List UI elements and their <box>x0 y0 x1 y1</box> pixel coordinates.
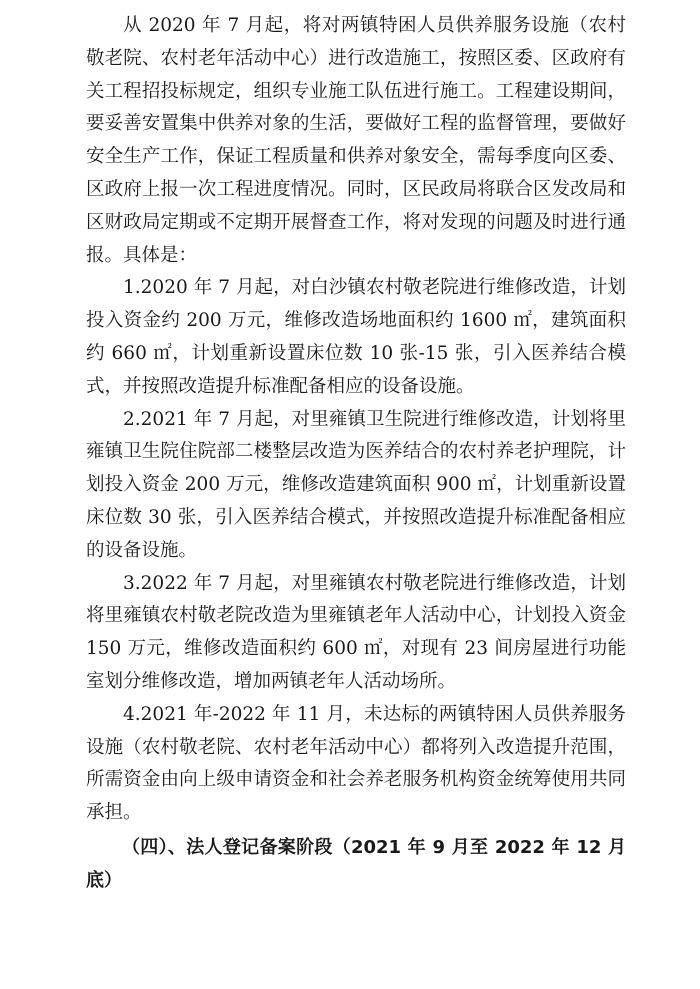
item-4-paragraph: 4.2021 年-2022 年 11 月，未达标的两镇特困人员供养服务设施（农村敬老院、农村老年活动中心）都将列入改造提升范围，所需资金由向上级申请资金和社会养老服务机构资金统筹使用共同承担。 <box>86 703 626 824</box>
intro-paragraph: 从 2020 年 7 月起，将对两镇特困人员供养服务设施（农村敬老院、农村老年活动中心）进行改造施工，按照区委、区政府有关工程招投标规定，组织专业施工队伍进行施工。工程建设期间，要妥善安置集中供养对象的生活，要做好工程的监督管理，要做好安全生产工作，保证工程质量和供养对象安全，需每季度向区委、区政府上报一次工程进度情况。同时，区民政局将联合区发改局和区财政局定期或不定期开展督查工作，将对发现的问题及时进行通报。具体是： <box>86 15 626 266</box>
item-3-paragraph: 3.2022 年 7 月起，对里雍镇农村敬老院进行维修改造，计划将里雍镇农村敬老院改造为里雍镇老年人活动中心，计划投入资金 150 万元，维修改造面积约 600 ㎡，对现有 23 间房屋进行功能室划分维修改造，增加两镇老年人活动场所。 <box>86 572 626 692</box>
section-heading: （四）、法人登记备案阶段（2021 年 9 月至 2022 年 12 月底） <box>86 836 626 891</box>
item-2-paragraph: 2.2021 年 7 月起，对里雍镇卫生院进行维修改造，计划将里雍镇卫生院住院部二楼整层改造为医养结合的农村养老护理院，计划投入资金 200 万元，维修改造建筑面积 900 ㎡，计划重新设置床位数 30 张，引入医养结合模式，并按照改造提升标准配备相应的设备设施。 <box>86 408 626 561</box>
item-1-paragraph: 1.2020 年 7 月起，对白沙镇农村敬老院进行维修改造，计划投入资金约 200 万元，维修改造场地面积约 1600 ㎡，建筑面积约 660 ㎡，计划重新设置床位数 10 张-15 张，引入医养结合模式，并按照改造提升标准配备相应的设备设施。 <box>86 277 626 397</box>
document-body <box>86 10 626 898</box>
